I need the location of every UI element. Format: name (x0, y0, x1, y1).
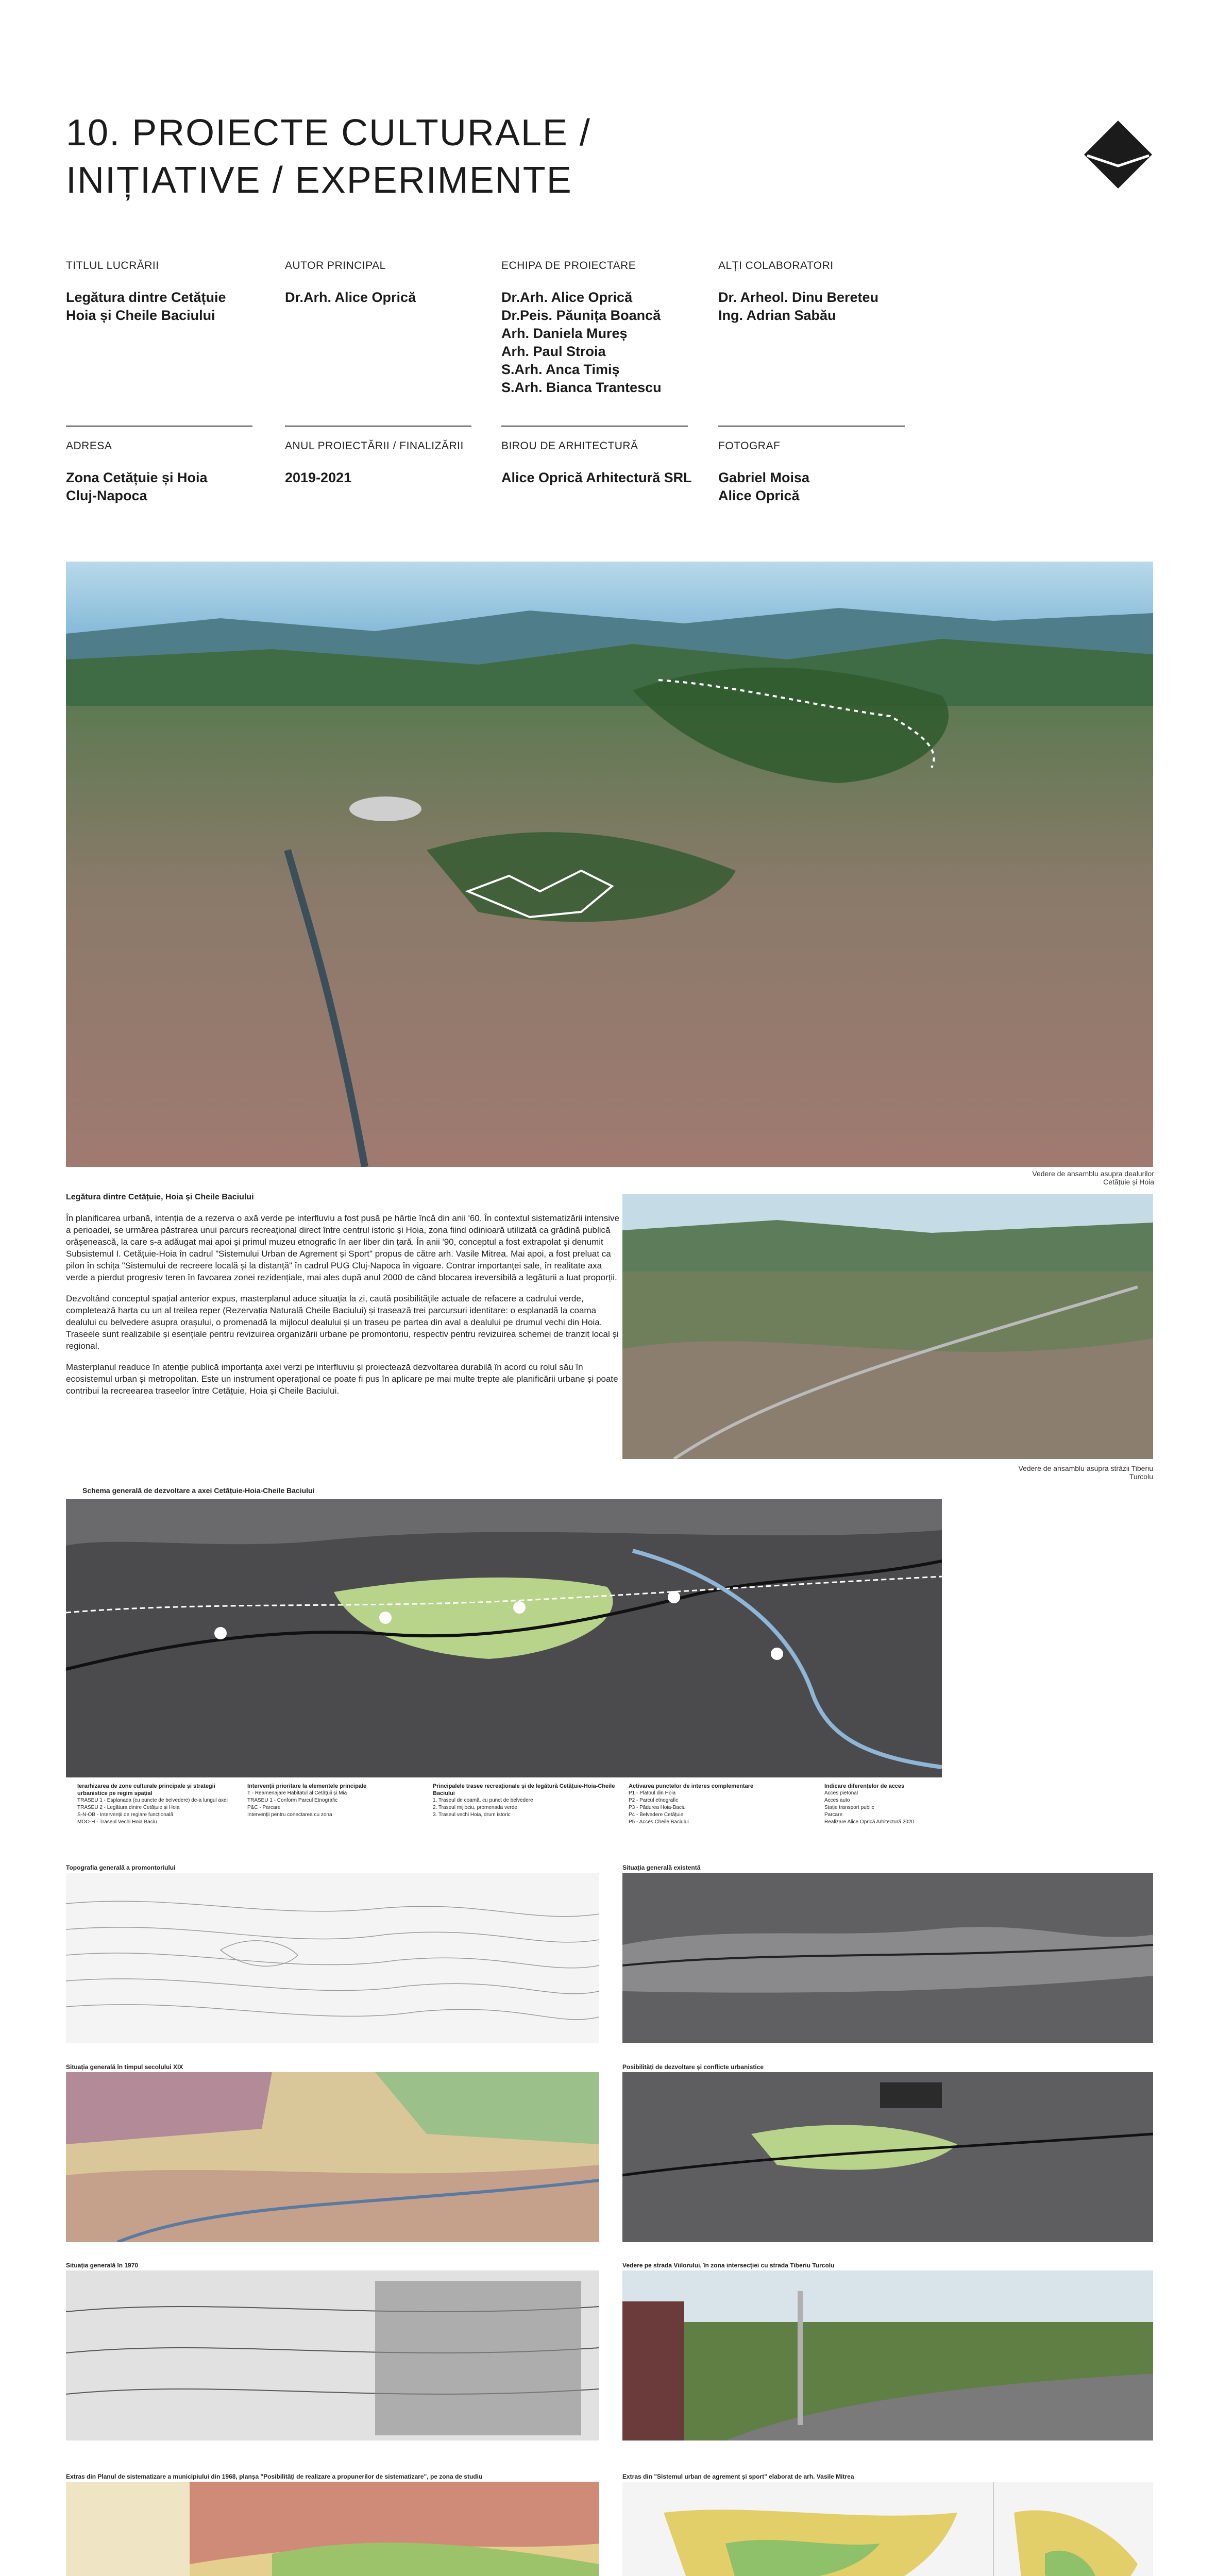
legend-item: Acces auto (824, 1798, 850, 1803)
meta-titlu (66, 260, 251, 325)
street-photo-caption: Vedere de ansamblu asupra străzii Tiberiu Turcolu (1018, 1464, 1153, 1481)
legend-item: S-N-OB - Intervenții de reglare funcțională (77, 1812, 174, 1818)
meta-autor (285, 260, 470, 307)
legend-item: Realizare Alice Oprică Arhitectură 2020 (824, 1819, 914, 1825)
meta-an (285, 440, 481, 487)
legend-item: TRASEU 1 - Esplanada (cu puncte de belvedere) de-a lungul axei (77, 1798, 228, 1803)
map-caption-mitrea-system: Extras din "Sistemul urban de agrement și sport" elaborat de arh. Vasile Mitrea (622, 2473, 854, 2480)
legend-item: Acces pietonal (824, 1790, 858, 1796)
meta-colab-label: ALȚI COLABORATORI (718, 260, 834, 272)
meta-an-label: ANUL PROIECTĂRII / FINALIZĂRII (285, 440, 464, 452)
historical-map-1970 (66, 2270, 599, 2441)
systematization-plan-1968 (66, 2482, 599, 2576)
legend-item: TRASEU 2 - Legătura dintre Cetățuie și Hoia (77, 1805, 180, 1810)
legend-item: Intervenții pentru conectarea cu zona (247, 1812, 332, 1818)
legend-column-1 (77, 1783, 237, 1826)
paragraph-2: Dezvoltând conceptul spațial anterior expus, masterplanul aduce situația la zi, caută posibilitățile actuale de refacere a cadrului verde, completează harta cu un al treilea reper (Rezervația Naturală Cheile Baciului) și trasează trei parcursuri identitare: o esplanadă la coama dealului cu belvedere asupra orașului, o promenadă la mijlocul dealului și un traseu pe partea din aval a dealului pe drumul vechi din Hoia. Traseele sunt realizabile și esențiale pentru revizuirea organizării urbane pe promontoriu, respectiv pentru revizuirea schemei de tranzit local și regional. (66, 1294, 619, 1351)
section-heading: Legătura dintre Cetățuie, Hoia și Cheile Baciului (66, 1193, 254, 1201)
meta-autor-label: AUTOR PRINCIPAL (285, 260, 386, 272)
title-line-2: INIȚIATIVE / EXPERIMENTE (66, 160, 572, 201)
title-line-1: 10. PROIECTE CULTURALE / (66, 112, 591, 154)
meta-autor-value: Dr.Arh. Alice Oprică (285, 290, 416, 305)
meta-foto-value: Gabriel Moisa Alice Oprică (718, 470, 810, 503)
map-caption-existing: Situația generală existentă (622, 1864, 701, 1871)
map-caption-19th-century: Situația generală în timpul secolului XIX (66, 2063, 183, 2071)
legend-title: Principalele trasee recreaționale și de legătură Cetățuie-Hoia-Cheile Baciului (433, 1783, 615, 1797)
paragraph-1: În planificarea urbană, intenția de a rezerva o axă verde pe interfluviu a fost pusă pe hârtie încă din anii '60. În contextul sistematizării intensive a perioadei, se urmărea păstrarea unui parcurs recreațional direct între centrul istoric și Hoia, zona fiind odinioară utilizată ca grădină publică orășenească, la care s-a adăugat mai apoi și primul muzeu etnografic în aer liber din țară. În anii '90, conceptul a fost extrapolat și denumit Subsistemul I. Cetățuie-Hoia în cadrul "Sistemului Urban de Agrement și Sport" propus de către arh. Vasile Mitrea. Mai apoi, a fost preluat ca pilon în schița "Sistemului de recreere locală și la distanță" în cadrul PUG Cluj-Napoca în vigoare. Contrar importanței sale, în realitate axa verde a pierdut progresiv teren în favoarea zonei rezidențiale, mai ales după anul 2000 de când blocarea ireversibilă a legăturii a luat proporții. (66, 1213, 619, 1282)
legend-item: P4 - Belvedere Cetățuie (629, 1812, 684, 1818)
legend-item: Parcare (824, 1812, 843, 1818)
meta-birou-label: BIROU DE ARHITECTURĂ (501, 440, 638, 452)
text-section (66, 1193, 622, 1397)
map-caption-topography: Topografia generală a promontoriului (66, 1864, 176, 1871)
page-title (66, 109, 591, 204)
meta-an-value: 2019-2021 (285, 470, 352, 485)
street-view-photo (622, 2270, 1153, 2441)
legend-item: P2 - Parcul etnografic (629, 1798, 679, 1803)
meta-foto (718, 440, 914, 505)
meta-echipa (501, 260, 697, 397)
development-conflicts-map (622, 2072, 1153, 2242)
legend-item: TRASEU 1 - Conform Parcul Etnografic (247, 1798, 338, 1803)
meta-birou (501, 440, 707, 487)
meta-adresa-label: ADRESA (66, 440, 112, 452)
meta-divider (66, 426, 252, 427)
map-caption-conflicts: Posibilități de dezvoltare și conflicte urbanistice (622, 2063, 764, 2071)
legend-title: Ierarhizarea de zone culturale principale și strategii urbanistice pe regim spațial (77, 1783, 215, 1797)
diamond-logo-icon (1082, 118, 1154, 191)
topography-map (66, 1873, 599, 2043)
map-caption-1968-plan: Extras din Planul de sistematizare a municipiului din 1968, planșa "Posibilități de realizare a propunerilor de sistematizare", pe zona de studiu (66, 2473, 483, 2480)
meta-titlu-value: Legătura dintre Cetățuie Hoia și Cheile Baciului (66, 290, 226, 323)
meta-foto-label: FOTOGRAF (718, 440, 781, 452)
historical-map-19th-century (66, 2072, 599, 2242)
existing-situation-map (622, 1873, 1153, 2043)
hero-caption: Vedere de ansamblu asupra dealurilor Cetățuie și Hoia (1032, 1170, 1154, 1186)
legend-item: 3. Traseul vechi Hoia, drum istoric (433, 1812, 511, 1818)
map-caption-1970: Situația generală în 1970 (66, 2262, 139, 2269)
meta-adresa (66, 440, 251, 505)
legend-title: Intervenții prioritare la elementele principale (247, 1783, 367, 1789)
legend-column-3 (433, 1783, 618, 1819)
meta-colab (718, 260, 914, 325)
legend-item: P3 - Pădurea Hoia-Baciu (629, 1805, 686, 1810)
urban-recreation-system-map (622, 2482, 1153, 2576)
masterplan-heading: Schema generală de dezvoltare a axei Cetățuie-Hoia-Cheile Baciului (82, 1486, 315, 1495)
hero-aerial-photo (66, 562, 1153, 1167)
legend-item: T - Reamenajare Habitatul al Cetățuii și Mia (247, 1790, 347, 1796)
legend-item: P&C - Parcare (247, 1805, 281, 1810)
legend-title: Activarea punctelor de interes complementare (629, 1783, 754, 1789)
legend-item: Stație transport public (824, 1805, 874, 1810)
meta-divider (501, 426, 688, 427)
meta-echipa-value: Dr.Arh. Alice Oprică Dr.Peis. Păunița Boancă Arh. Daniela Mureș Arh. Paul Stroia S.Arh. Anca Timiș S.Arh. Bianca Trantescu (501, 290, 662, 395)
legend-column-4 (629, 1783, 814, 1826)
street-aerial-photo (622, 1194, 1153, 1459)
meta-divider (285, 426, 471, 427)
meta-adresa-value: Zona Cetățuie și Hoia Cluj-Napoca (66, 470, 208, 503)
map-caption-street-view: Vedere pe strada Viilorului, în zona intersecției cu strada Tiberiu Turcolu (622, 2262, 835, 2269)
masterplan-map (66, 1499, 942, 1777)
meta-echipa-label: ECHIPA DE PROIECTARE (501, 260, 636, 272)
legend-item: 1. Traseul de coamă, cu punct de belvedere (433, 1798, 533, 1803)
paragraph-3: Masterplanul readuce în atenție publică importanța axei verzi pe interfluviu și proiectează dezvoltarea durabilă în acord cu rolul său în ecosistemul urban și metropolitan. Este un instrument operațional ce poate fi pus în aplicare pe mai multe trepte ale planificării urbane și poate contribui la recreearea traseelor între Cetățuie, Hoia și Cheile Baciului. (66, 1362, 618, 1396)
legend-item: MOO-H - Traseul Vechi Hoia Baciu (77, 1819, 157, 1825)
legend-item: P5 - Acces Cheile Baciului (629, 1819, 689, 1825)
legend-item: 2. Traseul mijlociu, promenada verde (433, 1805, 517, 1810)
meta-divider (718, 426, 905, 427)
meta-colab-value: Dr. Arheol. Dinu Bereteu Ing. Adrian Sabău (718, 290, 879, 323)
legend-column-5 (824, 1783, 989, 1826)
meta-birou-value: Alice Oprică Arhitectură SRL (501, 470, 692, 485)
legend-column-2 (247, 1783, 422, 1819)
legend-title: Indicare diferențelor de acces (824, 1783, 905, 1789)
legend-item: P1 - Platoul din Hoia (629, 1790, 676, 1796)
meta-titlu-label: TITLUL LUCRĂRII (66, 260, 159, 272)
